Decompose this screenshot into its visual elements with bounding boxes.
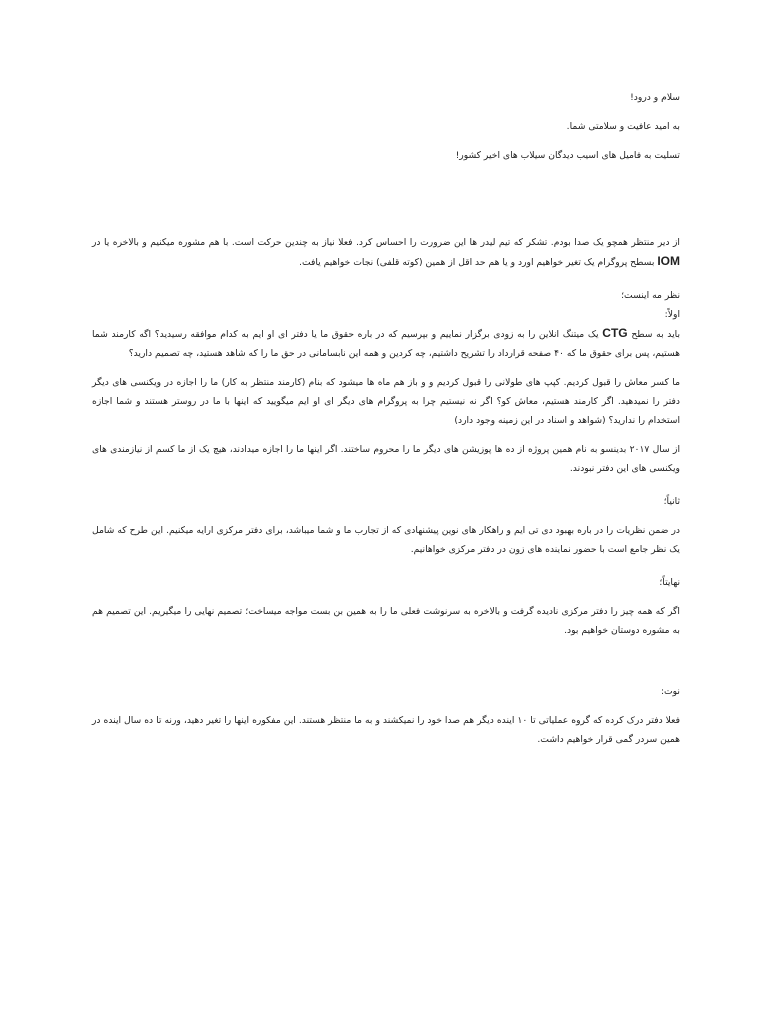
note-heading: نوت: [660, 686, 680, 697]
second-heading: ثانیاً؛ [663, 496, 680, 507]
greeting-line: سلام و درود! [630, 92, 680, 103]
paragraph-note: فعلا دفتر درک کرده که گروه عملیاتی تا ۱۰ اینده دیگر هم صدا خود را نمیکشند و به ما منتظر هستند. این مفکوره اینها را تغیر دهید، ورنه تا ده سال اینده در همین سردر گمی قرار خواهیم داشت. [92, 715, 680, 745]
org-name-iom: IOM [657, 254, 680, 268]
first-heading: اولاً: [664, 309, 680, 320]
letter-body [92, 88, 680, 749]
wish-line: به امید عافیت و سلامتی شما. [566, 121, 680, 132]
paragraph-first [92, 324, 680, 363]
p1-text-a: باید به سطح [631, 329, 681, 340]
intro-paragraph [92, 233, 680, 272]
intro-text-a: از دیر منتظر همچو یک صدا بودم. تشکر که تیم لیدر ها این ضرورت را احساس کرد. فعلا نیاز به چندین حرکت است. با هم مشوره میکنیم و بالاخره یا در [92, 237, 680, 248]
paragraph-second: در ضمن نظریات را در باره بهبود دی تی ایم و راهکار های نوین پیشنهادی که از تجارب ما و شما میباشد، برای دفتر مرکزی ارایه میکنیم. این طرح که شامل یک نظر جامع است با حضور نماینده های زون در دفتر مرکزی خواهانیم. [92, 525, 680, 555]
paragraph-salary: ما کسر معاش را قبول کردیم. کپپ های طولانی را قبول کردیم و و باز هم ماه ها میشود که بنام (کارمند منتظر به کار) ما را اجازه در ویکنسی های دیگر دفتر را نمیدهید. اگر کارمند هستیم، معاش کو؟ اگر نه نیستیم چرا به پروگرام های دیگر ای او ایم میگویید که اینها با ما در روستر هستند و شما اجازه استخدام را ندارید؟ (شواهد و اسناد در این زمینه وجود دارد) [92, 377, 680, 426]
p1-text-b: یک میتنگ انلاین را به زودی برگزار نماییم و بپرسیم که در باره حقوق ما یا دفتر ای او ایم به کدام موافقه رسیدید؟ اگه کارمند شما هستیم، پس برای حقوق ما که ۴۰ صفحه قرارداد را تشریح داشتیم، چه کردین و همه این نابسامانی در حق ما را که شاهد هستید، چه تصمیم دارید؟ [92, 329, 680, 359]
opinion-heading: نظر مه اینست؛ [621, 290, 680, 301]
condolence-line: تسلیت به فامیل های اسیب دیدگان سیلاب های اخیر کشور! [455, 150, 680, 161]
paragraph-finally: اگر که همه چیز را دفتر مرکزی نادیده گرفت و بالاخره به سرنوشت فعلی ما را به همین بن بست مواجه میساخت؛ تصمیم نهایی را میگیریم. این تصمیم هم به مشوره دوستان خواهیم بود. [92, 606, 680, 636]
org-name-ctg: CTG [602, 326, 628, 340]
intro-text-b: بسطح پروگرام یک تغیر خواهیم اورد و یا هم حد اقل از همین (کوته قلفی) نجات خواهیم یافت. [299, 257, 655, 268]
paragraph-since-2017: از سال ۲۰۱۷ بدینسو به نام همین پروژه از ده ها پوزیشن های دیگر ما را محروم ساختند. اگر اینها ما را اجازه میدادند، هیچ یک از ما کسم از نیازمندی های ویکنسی های این دفتر نبودند. [92, 444, 680, 474]
finally-heading: نهایتاً؛ [659, 577, 680, 588]
